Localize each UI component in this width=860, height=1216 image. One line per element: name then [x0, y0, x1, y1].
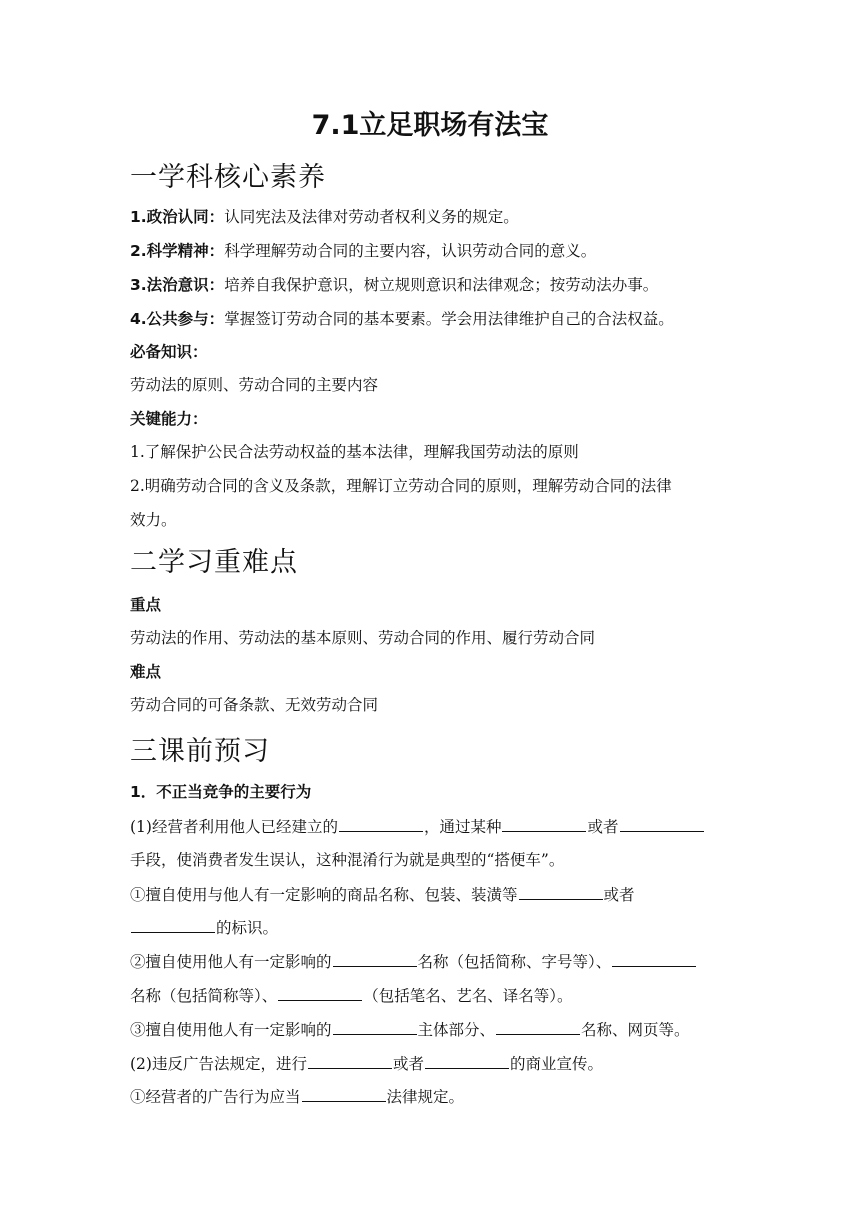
text-fragment: 名称、网页等。	[581, 1021, 690, 1039]
fill-blank	[496, 1018, 580, 1035]
key-ability-2-line2: 效力。	[130, 511, 177, 529]
literacy-item-label: 1.政治认同：	[130, 208, 225, 226]
literacy-item-text: 培养自我保护意识，树立规则意识和法律观念；按劳动法办事。	[224, 276, 659, 294]
clause-2-line2	[130, 984, 735, 1007]
text-fragment: 名称（包括简称、字号等）、	[417, 953, 612, 971]
text-fragment: ，通过某种	[423, 818, 502, 836]
paragraph-1-line1	[130, 815, 735, 838]
text-fragment: 或者	[392, 1055, 424, 1073]
paragraph-2	[130, 1052, 735, 1075]
fill-blank	[278, 984, 362, 1001]
fill-blank	[131, 916, 215, 933]
required-knowledge-text: 劳动法的原则、劳动合同的主要内容	[130, 376, 379, 394]
text-fragment: 或者	[603, 886, 635, 904]
text-fragment: （包括笔名、艺名、译名等）。	[363, 987, 573, 1005]
literacy-item-text: 掌握签订劳动合同的基本要素。学会用法律维护自己的合法权益。	[224, 310, 674, 328]
key-ability-2-line1: 2.明确劳动合同的含义及条款，理解订立劳动合同的原则，理解劳动合同的法律	[130, 477, 672, 495]
text-fragment: 或者	[587, 818, 619, 836]
section-heading-core-literacy: 一学科核心素养	[130, 162, 326, 193]
clause-3	[130, 1018, 735, 1041]
literacy-item-3	[130, 274, 735, 296]
fill-blank	[333, 1018, 417, 1035]
key-ability-label: 关键能力：	[130, 410, 208, 428]
fill-blank	[333, 950, 417, 967]
clause-2-line1	[130, 950, 735, 973]
section-heading-key-difficult: 二学习重难点	[130, 547, 298, 578]
literacy-item-2	[130, 240, 735, 262]
section-heading-preview: 三课前预习	[130, 736, 270, 767]
literacy-item-text: 科学理解劳动合同的主要内容，认识劳动合同的意义。	[224, 242, 597, 260]
literacy-item-text: 认同宪法及法律对劳动者权利义务的规定。	[224, 208, 519, 226]
literacy-item-label: 2.科学精神：	[130, 242, 225, 260]
key-ability-1: 1.了解保护公民合法劳动权益的基本法律，理解我国劳动法的原则	[130, 443, 579, 461]
text-fragment: (2)违反广告法规定，进行	[130, 1055, 307, 1073]
text-fragment: 的商业宣传。	[509, 1055, 603, 1073]
fill-blank	[308, 1052, 392, 1069]
document-title: 7.1立足职场有法宝	[311, 110, 549, 141]
fill-blank	[519, 883, 603, 900]
difficult-point-text: 劳动合同的可备条款、无效劳动合同	[130, 696, 379, 714]
literacy-item-4	[130, 308, 735, 330]
required-knowledge-label: 必备知识：	[130, 343, 208, 361]
text-fragment: ①擅自使用与他人有一定影响的商品名称、包装、装潢等	[130, 886, 518, 904]
paragraph-1-line2: 手段，使消费者发生误认，这种混淆行为就是典型的“搭便车”。	[130, 851, 565, 869]
key-point-text: 劳动法的作用、劳动法的基本原则、劳动合同的作用、履行劳动合同	[130, 629, 596, 647]
key-point-label: 重点	[130, 596, 162, 614]
literacy-item-label: 4.公共参与：	[130, 310, 225, 328]
clause-4	[130, 1085, 735, 1108]
text-fragment: 主体部分、	[417, 1021, 496, 1039]
fill-blank	[339, 815, 423, 832]
difficult-point-label: 难点	[130, 663, 162, 681]
text-fragment: 法律规定。	[386, 1088, 465, 1106]
question-1-title: 1．不正当竞争的主要行为	[130, 783, 312, 801]
text-fragment: (1)经营者利用他人已经建立的	[130, 818, 338, 836]
fill-blank	[302, 1085, 386, 1102]
fill-blank	[425, 1052, 509, 1069]
text-fragment: ③擅自使用他人有一定影响的	[130, 1021, 332, 1039]
fill-blank	[620, 815, 704, 832]
text-fragment: 名称（包括简称等）、	[130, 987, 278, 1005]
clause-1-line2	[130, 916, 735, 939]
literacy-item-label: 3.法治意识：	[130, 276, 225, 294]
text-fragment: ①经营者的广告行为应当	[130, 1088, 301, 1106]
text-fragment: 的标识。	[216, 919, 279, 937]
clause-1-line1	[130, 883, 735, 906]
fill-blank	[502, 815, 586, 832]
text-fragment: ②擅自使用他人有一定影响的	[130, 953, 332, 971]
fill-blank	[612, 950, 696, 967]
literacy-item-1	[130, 206, 735, 228]
